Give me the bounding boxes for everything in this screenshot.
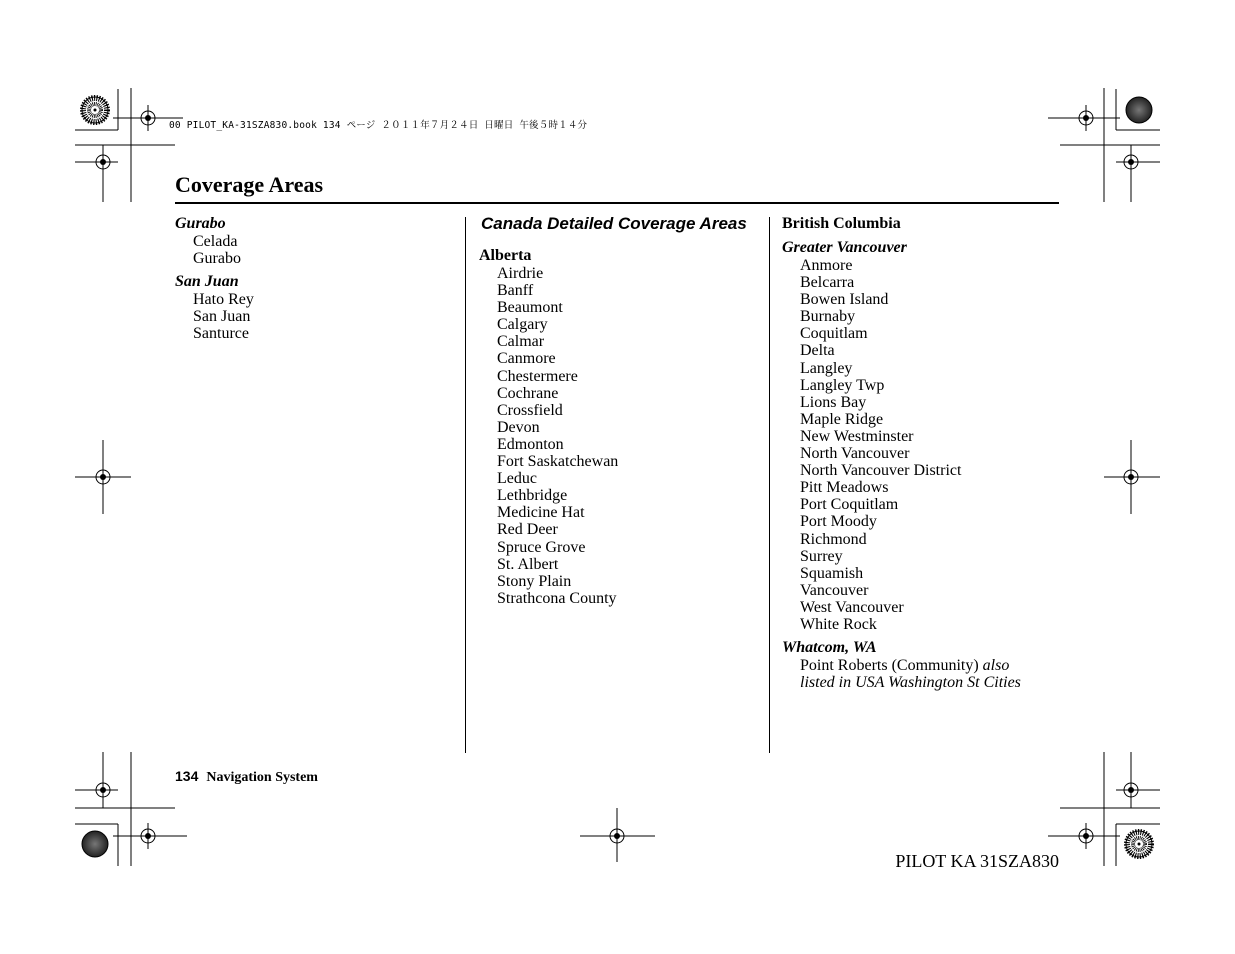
print-header: 00 PILOT_KA-31SZA830.book 134 ページ ２０１１年７月２４日 日曜日 午後５時１４分 [169, 120, 588, 131]
list-item: Belcarra [800, 274, 855, 292]
list-item: Santurce [193, 325, 249, 343]
list-item: Hato Rey [193, 291, 254, 309]
list-item: Bowen Island [800, 291, 889, 309]
list-item: Calmar [497, 333, 545, 351]
group-heading-gurabo: Gurabo [175, 215, 226, 232]
list-item: Richmond [800, 530, 867, 548]
list-item: Maple Ridge [800, 410, 884, 428]
list-item: West Vancouver [800, 598, 904, 616]
list-greater-vancouver [782, 257, 1062, 633]
list-item: Celada [193, 233, 238, 250]
list-san-juan [175, 291, 455, 342]
title-rule [175, 202, 1059, 204]
list-item: Delta [800, 342, 835, 360]
list-item: Spruce Grove [497, 538, 586, 556]
province-heading-british-columbia: British Columbia [782, 215, 901, 232]
list-item: Langley [800, 359, 853, 377]
list-item: Beaumont [497, 299, 563, 317]
list-item: Port Coquitlam [800, 496, 899, 514]
list-item: Squamish [800, 564, 864, 582]
list-item: Vancouver [800, 581, 869, 599]
note-text: Point Roberts (Community) [800, 657, 983, 675]
page-number: 134 [175, 768, 199, 784]
list-item: Gurabo [193, 250, 241, 268]
list-item: Burnaby [800, 308, 856, 326]
note-italic-listed: listed in USA Washington St Cities [800, 674, 1021, 692]
column-3 [782, 214, 1062, 691]
list-item: Langley Twp [800, 376, 885, 394]
list-item: New Westminster [800, 427, 914, 445]
list-item: North Vancouver District [800, 462, 962, 480]
list-alberta [479, 265, 764, 607]
list-item: San Juan [193, 308, 251, 326]
list-item: Anmore [800, 257, 853, 274]
list-item: Chestermere [497, 367, 578, 385]
column-2 [479, 214, 764, 607]
list-item: Pitt Meadows [800, 479, 889, 497]
list-item: Surrey [800, 547, 843, 565]
list-item: Calgary [497, 316, 548, 334]
column-1 [175, 214, 455, 342]
list-item: Red Deer [497, 521, 558, 539]
list-item: Cochrane [497, 384, 559, 402]
list-item: Medicine Hat [497, 504, 585, 522]
group-heading-san-juan: San Juan [175, 273, 239, 291]
list-item: Airdrie [497, 265, 544, 282]
page-title: Coverage Areas [175, 172, 324, 197]
group-heading-whatcom: Whatcom, WA [782, 639, 877, 657]
note-italic-also: also [982, 657, 1010, 675]
list-item: Devon [497, 418, 540, 436]
list-item: Leduc [497, 470, 537, 488]
list-item: Strathcona County [497, 589, 617, 607]
column-divider [769, 217, 770, 753]
list-item: North Vancouver [800, 445, 910, 463]
list-item: Banff [497, 282, 534, 300]
footer-label: Navigation System [206, 770, 318, 785]
print-job-id: PILOT KA 31SZA830 [895, 851, 1059, 871]
list-item: Crossfield [497, 401, 563, 419]
column-divider [465, 217, 466, 753]
point-roberts-note [782, 657, 1062, 691]
list-item: St. Albert [497, 555, 559, 573]
list-item: Port Moody [800, 513, 877, 531]
list-item: Lions Bay [800, 393, 867, 411]
list-item: Stony Plain [497, 572, 572, 590]
list-item: Canmore [497, 350, 556, 368]
list-item: Lethbridge [497, 487, 568, 505]
section-title: Canada Detailed Coverage Areas [481, 214, 747, 233]
list-item: Edmonton [497, 435, 564, 453]
page-footer [175, 768, 318, 786]
list-item: Coquitlam [800, 325, 868, 343]
group-heading-greater-vancouver: Greater Vancouver [782, 239, 907, 256]
list-gurabo [175, 233, 455, 267]
province-heading-alberta: Alberta [479, 247, 532, 264]
list-item: Fort Saskatchewan [497, 453, 619, 471]
list-item: White Rock [800, 615, 877, 633]
